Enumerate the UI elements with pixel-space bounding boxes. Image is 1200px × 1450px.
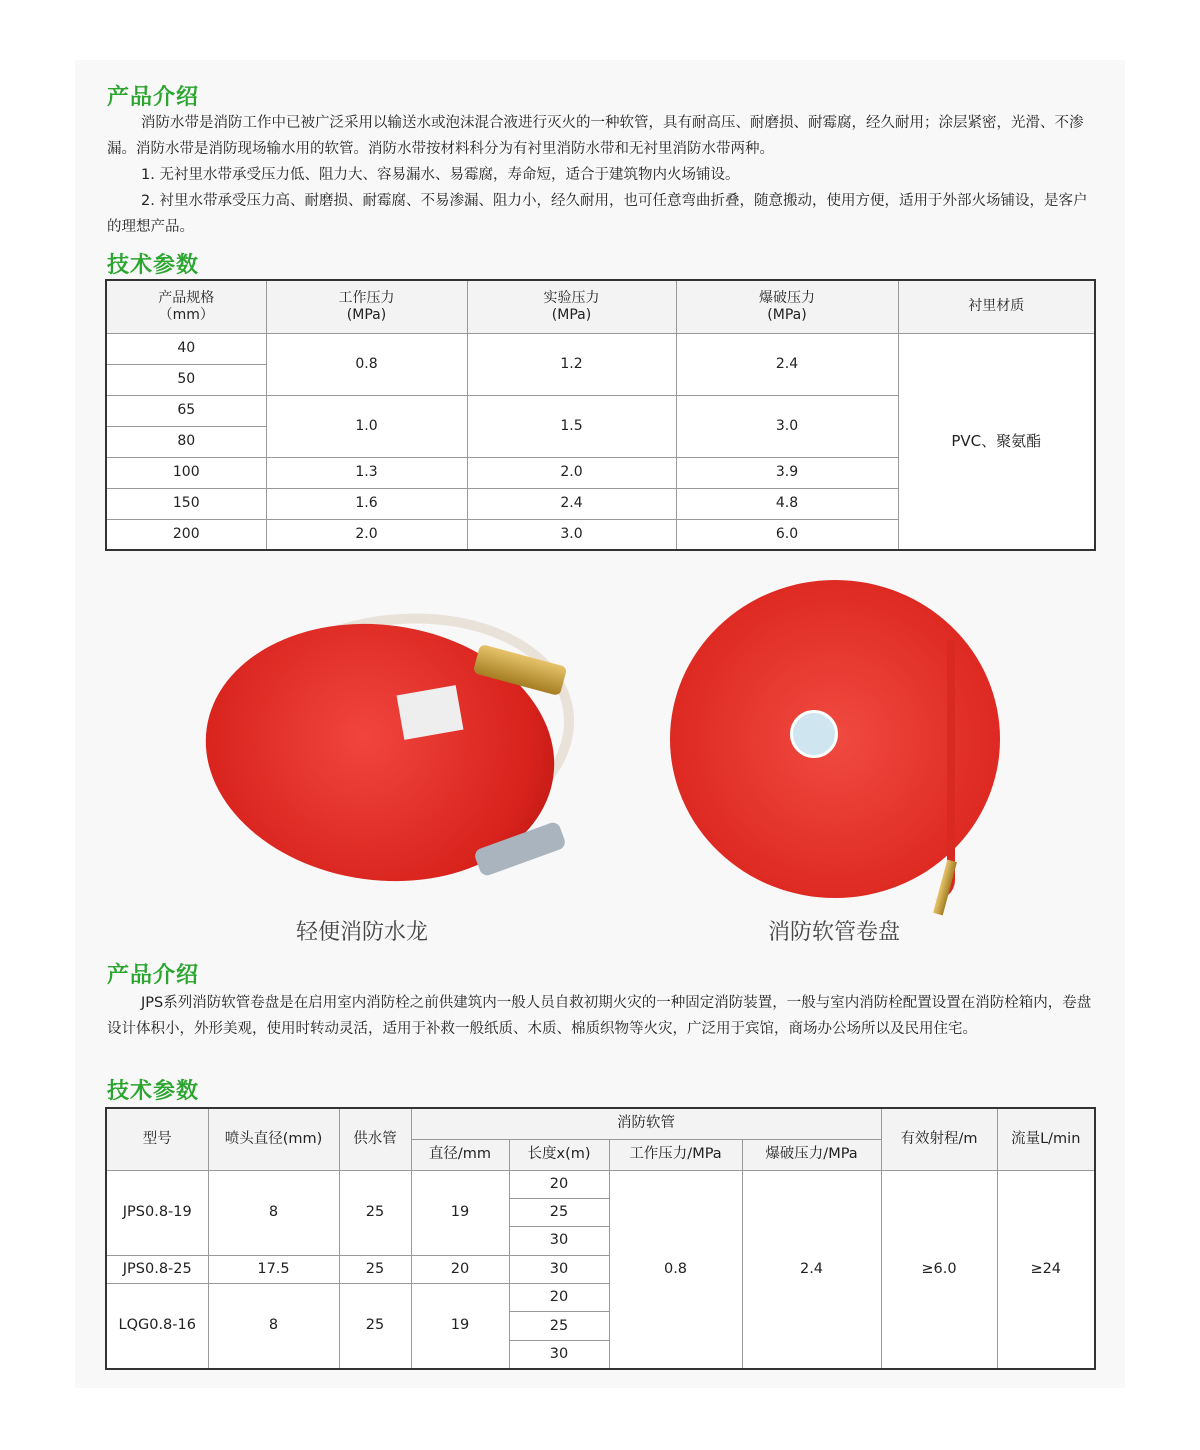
cell: ≥6.0 <box>881 1170 997 1369</box>
cell: JPS0.8-19 <box>106 1170 208 1255</box>
intro-text <box>107 110 1097 240</box>
cell: 50 <box>106 364 266 395</box>
intro-text <box>107 990 1097 1042</box>
header-cell: 长度x(m) <box>509 1139 609 1170</box>
caption-left: 轻便消防水龙 <box>296 920 429 945</box>
section-title: 技术参数 <box>107 1079 200 1104</box>
cell: 2.4 <box>676 333 898 395</box>
header-cell: 衬里材质 <box>898 280 1095 333</box>
paragraph: 2. 衬里水带承受压力高、耐磨损、耐霉腐、不易渗漏、阻力小，经久耐用，也可任意弯曲折叠，随意搬动，使用方便，适用于外部火场铺设，是客户的理想产品。 <box>107 193 1088 235</box>
cell: PVC、聚氨酯 <box>898 333 1095 550</box>
header-cell: 供水管 <box>339 1108 411 1170</box>
header-cell: 有效射程/m <box>881 1108 997 1170</box>
header-cell: 产品规格 （mm） <box>106 280 266 333</box>
cell: JPS0.8-25 <box>106 1255 208 1283</box>
cell: 17.5 <box>208 1255 339 1283</box>
header-cell: 流量L/min <box>997 1108 1095 1170</box>
cell: 8 <box>208 1284 339 1369</box>
header-cell: 爆破压力 (MPa) <box>676 280 898 333</box>
section-title: 技术参数 <box>107 253 200 278</box>
cell: 40 <box>106 333 266 364</box>
paragraph: 消防水带是消防工作中已被广泛采用以输送水或泡沫混合液进行灭火的一种软管，具有耐高压、耐磨损、耐霉腐，经久耐用；涂层紧密，光滑、不渗漏。消防水带是消防现场输水用的软管。消防水带按材料科分为有衬里消防水带和无衬里消防水带两种。 <box>107 115 1084 157</box>
cell: 3.0 <box>676 395 898 457</box>
cell: 200 <box>106 519 266 550</box>
cell: 4.8 <box>676 488 898 519</box>
cell: 3.0 <box>467 519 676 550</box>
cell: 30 <box>509 1255 609 1283</box>
cell: 1.5 <box>467 395 676 457</box>
cell: 2.4 <box>467 488 676 519</box>
paragraph: 1. 无衬里水带承受压力低、阻力大、容易漏水、易霉腐，寿命短，适合于建筑物内火场铺设。 <box>141 167 740 183</box>
cell: 2.0 <box>266 519 467 550</box>
header-cell: 实验压力 (MPa) <box>467 280 676 333</box>
section-title: 产品介绍 <box>107 85 200 110</box>
header-cell: 爆破压力/MPa <box>742 1139 881 1170</box>
cell: 100 <box>106 457 266 488</box>
cell: 1.3 <box>266 457 467 488</box>
cell: 0.8 <box>266 333 467 395</box>
cell: 6.0 <box>676 519 898 550</box>
header-cell: 喷头直径(mm) <box>208 1108 339 1170</box>
header-cell: 工作压力 (MPa) <box>266 280 467 333</box>
cell: 19 <box>411 1284 509 1369</box>
spec-table-hose <box>105 279 1096 551</box>
cell: 8 <box>208 1170 339 1255</box>
cell: 0.8 <box>609 1170 742 1369</box>
cell: 25 <box>509 1198 609 1226</box>
header-cell: 型号 <box>106 1108 208 1170</box>
cell: 30 <box>509 1340 609 1368</box>
cell: 3.9 <box>676 457 898 488</box>
spec-table-reel <box>105 1107 1096 1370</box>
header-cell: 直径/mm <box>411 1139 509 1170</box>
header-cell: 工作压力/MPa <box>609 1139 742 1170</box>
section-title: 产品介绍 <box>107 963 200 988</box>
cell: 20 <box>411 1255 509 1283</box>
cell: 25 <box>509 1312 609 1340</box>
cell: 80 <box>106 426 266 457</box>
cell: 25 <box>339 1284 411 1369</box>
cell: 2.0 <box>467 457 676 488</box>
cell: 2.4 <box>742 1170 881 1369</box>
cell: 65 <box>106 395 266 426</box>
cell: 1.2 <box>467 333 676 395</box>
cell: 20 <box>509 1284 609 1312</box>
cell: ≥24 <box>997 1170 1095 1369</box>
cell: 30 <box>509 1227 609 1255</box>
cell: 20 <box>509 1170 609 1198</box>
caption-right: 消防软管卷盘 <box>768 920 901 945</box>
header-cell: 消防软管 <box>411 1108 881 1139</box>
cell: 1.6 <box>266 488 467 519</box>
cell: 25 <box>339 1255 411 1283</box>
cell: 25 <box>339 1170 411 1255</box>
cell: 19 <box>411 1170 509 1255</box>
cell: 150 <box>106 488 266 519</box>
cell: LQG0.8-16 <box>106 1284 208 1369</box>
paragraph: JPS系列消防软管卷盘是在启用室内消防栓之前供建筑内一般人员自救初期火灾的一种固定消防装置，一般与室内消防栓配置设置在消防栓箱内，卷盘设计体积小，外形美观，使用时转动灵活，适用于补救一般纸质、木质、棉质织物等火灾，广泛用于宾馆，商场办公场所以及民用住宅。 <box>107 995 1092 1037</box>
cell: 1.0 <box>266 395 467 457</box>
